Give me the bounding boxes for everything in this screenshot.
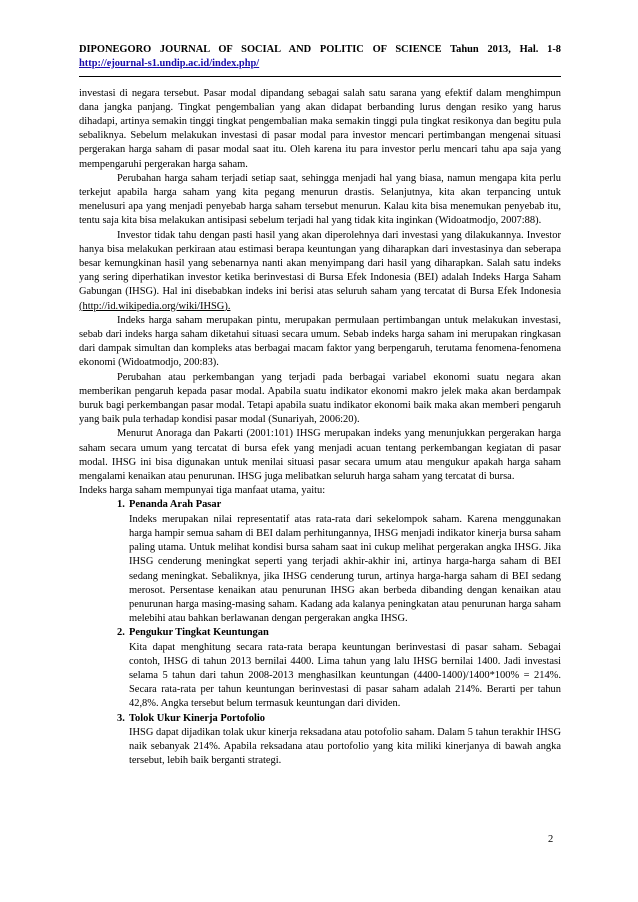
list-intro: Indeks harga saham mempunyai tiga manfaat utama, yaitu: xyxy=(79,485,326,497)
benefits-list xyxy=(79,498,561,768)
list-item xyxy=(79,712,561,769)
paragraph: Perubahan harga saham terjadi setiap saat, sehingga menjadi hal yang biasa, namun mengapa kita perlu terkejut apabila harga saham yang kita pegang menurun drastis. Selanjutnya, kita akan terpancing untuk menelusuri apa yang menjadi penyebab harga saham tersebut menurun. Kalau kita bisa menemukan penyebab itu, tentu saja kita bisa melakukan antisipasi sebelum terjadi hal yang tidak kita inginkan (Widoatmodjo, 2007:88). xyxy=(79,172,561,227)
list-item-number: 3. xyxy=(117,712,125,724)
page-number: 2 xyxy=(548,834,554,845)
list-item xyxy=(79,498,561,626)
paragraph xyxy=(79,229,561,314)
header-divider xyxy=(79,76,561,77)
list-item-title: Tolok Ukur Kinerja Portofolio xyxy=(129,712,265,724)
paragraph: investasi di negara tersebut. Pasar modal dipandang sebagai salah satu sarana yang efektif dalam menghimpun dana jangka panjang. Tingkat pengembalian yang akan didapat berbanding lurus dengan resiko yang harus dihadapi, artinya semakin tinggi tingkat pengembalian maka semakin tinggi pula tingkat resikonya dan begitu pula sebaliknya. Sebelum melakukan investasi di pasar modal para investor mencari pertimbangan mengenai situasi pergerakan harga saham di pasar modal saat itu. Oleh karena itu para investor perlu mencari tahu apa saja yang mempengaruhi pergerakan harga saham. xyxy=(79,87,561,170)
list-item-text: Indeks merupakan nilai representatif atas rata-rata dari sekelompok saham. Karena menggunakan harga hampir semua saham di BEI dalam perhitungannya, IHSG menjadi indikator kinerja bursa saham paling utama. Untuk melihat kondisi bursa saham saat ini cukup melihat pergerakan angka IHSG. Jika IHSG cenderung meningkat seperti yang terjadi akhir-akhir ini, artinya harga-harga saham di BEI sedang meningkat. Sebaliknya, jika IHSG cenderung turun, artinya harga-harga saham di BEI sedang merosot. Persentase kenaikan atau penurunan IHSG akan berbeda dibanding dengan kenaikan atau penurunan harga masing-masing saham. Kadang ada kalanya peningkatan atau penurunan harga saham melebihi atau bahkan berlawanan dengan pergerakan angka IHSG. xyxy=(129,513,561,625)
paragraph-text: Investor tidak tahu dengan pasti hasil yang akan diperolehnya dari investasi yang dilakukannya. Investor hanya bisa melakukan perkiraan atau estimasi berapa keuntungan yang diharapkan dari investasinya dan seberapa besar kemungkinan hasil yang sebenarnya nanti akan menyimpang dari hasil yang diharapkan. Salah satu indeks yang sering diperhatikan investor ketika berinvestasi di Bursa Efek Indonesia (BEI) adalah Indeks Harga Saham Gabungan (IHSG). Hal ini disebabkan indeks ini berisi atas seluruh saham yang tercatat di Bursa Efek Indonesia xyxy=(79,229,561,298)
list-item-text: Kita dapat menghitung secara rata-rata berapa keuntungan berinvestasi di pasar saham. Sebagai contoh, IHSG di tahun 2013 bernilai 4400. Lima tahun yang lalu IHSG bernilai 1400. Jadi investasi selama 5 tahun dari tahun 2008-2013 menghasilkan keuntungan (4400-1400)/1400*100% = 214%. Secara rata-rata per tahun keuntungan berinvestasi di pasar saham adalah 214%. Berarti per tahun 42,8%. Angka tersebut belum termasuk keuntungan dari dividen. xyxy=(129,641,561,710)
list-item xyxy=(79,626,561,711)
journal-url-link[interactable]: http://ejournal-s1.undip.ac.id/index.php/ xyxy=(79,57,260,69)
journal-title: DIPONEGORO JOURNAL OF SOCIAL AND POLITIC OF SCIENCE Tahun 2013, Hal. 1-8 xyxy=(79,44,561,55)
list-item-number: 1. xyxy=(117,499,125,511)
list-item-title: Penanda Arah Pasar xyxy=(129,499,222,511)
body-text xyxy=(79,87,561,769)
wikipedia-link[interactable]: (http://id.wikipedia.org/wiki/IHSG). xyxy=(79,300,231,312)
document-page xyxy=(79,0,561,768)
paragraph: Menurut Anoraga dan Pakarti (2001:101) IHSG merupakan indeks yang menunjukkan pergerakan harga saham secara umum yang tercatat di bursa efek yang menjadi acuan tentang perkembangan kegiatan di pasar modal. IHSG ini bisa digunakan untuk menilai situasi pasar secara umum atau mengukur apakah harga saham mengalami kenaikan atau penurunan. IHSG juga melibatkan seluruh harga saham yang tercatat di bursa. xyxy=(79,428,561,483)
paragraph: Indeks harga saham merupakan pintu, merupakan permulaan pertimbangan untuk melakukan investasi, sebab dari indeks harga saham diketahui situasi secara umum. Sebab indeks harga saham ini merupakan ringkasan dari dampak simultan dan kompleks atas berbagai macam faktor yang berpengaruh, terutama fenomena-fenomena ekonomi (Widoatmodjo, 200:83). xyxy=(79,314,561,369)
running-header xyxy=(79,43,561,71)
paragraph: Perubahan atau perkembangan yang terjadi pada berbagai variabel ekonomi suatu negara akan memberikan pengaruh kepada pasar modal. Apabila suatu indikator ekonomi makro jelek maka akan berdampak buruk bagi perkembangan pasar modal. Tetapi apabila suatu indikator ekonomi baik maka akan memberi pengaruh yang baik pula terhadap kondisi pasar modal (Sunariyah, 2006:20). xyxy=(79,371,561,426)
list-item-text: IHSG dapat dijadikan tolak ukur kinerja reksadana atau potofolio saham. Dalam 5 tahun terakhir IHSG naik sebanyak 214%. Apabila reksadana atau portofolio yang kita miliki kinerjanya di bawah angka tersebut, lebih baik berganti strategi. xyxy=(129,726,561,767)
list-item-title: Pengukur Tingkat Keuntungan xyxy=(129,627,269,639)
list-item-number: 2. xyxy=(117,627,125,639)
